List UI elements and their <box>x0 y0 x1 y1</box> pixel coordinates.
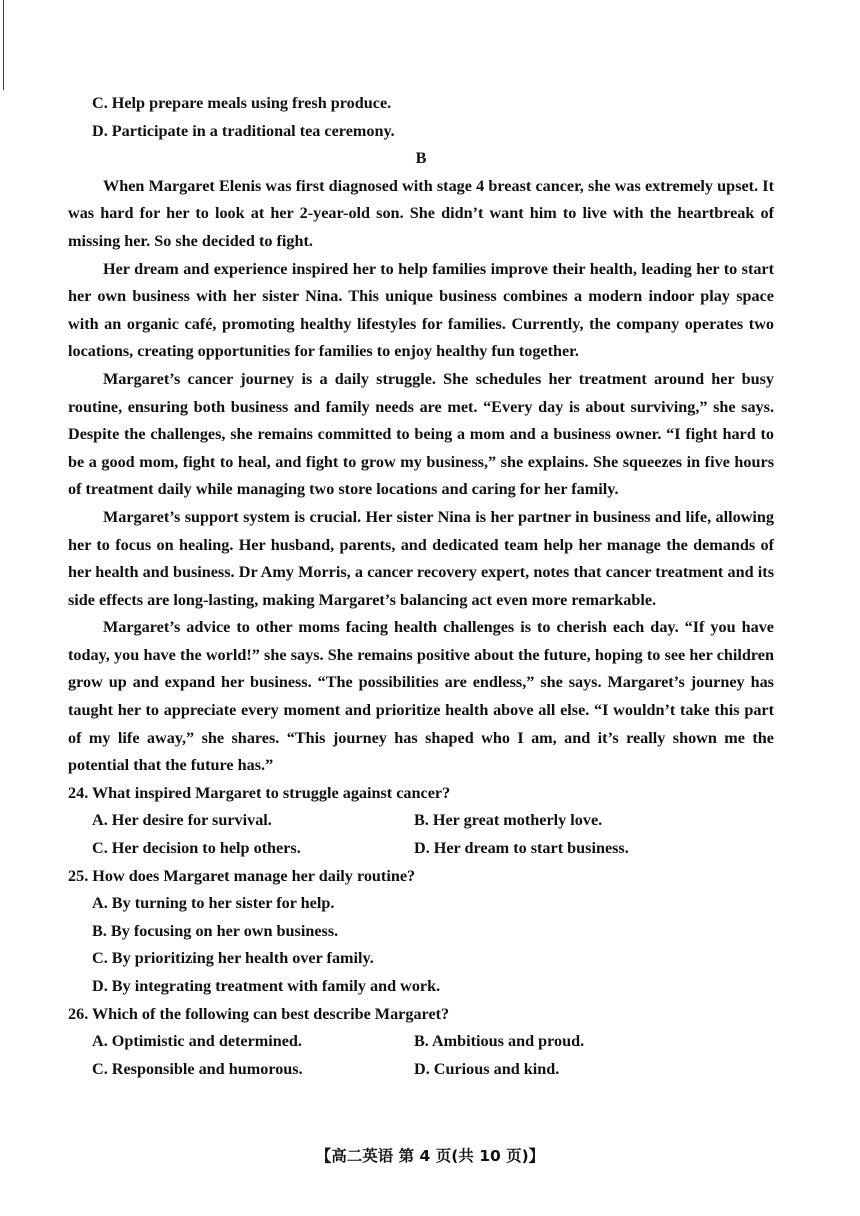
passage-paragraph-1: When Margaret Elenis was first diagnosed with stage 4 breast cancer, she was extremely upset. It was hard for her to look at her 2-year-old son. She didn’t want him to live with the heartbreak of missing her. So she decided to fight. <box>68 176 774 250</box>
option-a: A. Optimistic and determined. <box>92 1032 302 1051</box>
option-c: C. By prioritizing her health over family. <box>92 949 374 968</box>
question-stem: 26. Which of the following can best describe Margaret? <box>68 1004 450 1023</box>
passage-paragraph-2: Her dream and experience inspired her to help families improve their health, leading her to start her own business with her sister Nina. This unique business combines a modern indoor play space with an organic café, promoting healthy lifestyles for families. Currently, the company operates two locations, creating opportunities for families to enjoy healthy fun together. <box>68 259 774 361</box>
option-c: C. Responsible and humorous. <box>92 1059 303 1078</box>
option-c: C. Her decision to help others. <box>92 839 301 858</box>
option-d: D. Her dream to start business. <box>414 839 629 858</box>
prev-option-d: D. Participate in a traditional tea ceremony. <box>92 121 395 140</box>
passage-paragraph-4: Margaret’s support system is crucial. Her sister Nina is her partner in business and life, allowing her to focus on healing. Her husband, parents, and dedicated team help her manage the demands of her health and business. Dr Amy Morris, a cancer recovery expert, notes that cancer treatment and its side effects are long-lasting, making Margaret’s balancing act even more remarkable. <box>68 507 774 609</box>
question-24 <box>68 780 774 863</box>
passage-paragraph-3: Margaret’s cancer journey is a daily struggle. She schedules her treatment around her busy routine, ensuring both business and family needs are met. “Every day is about surviving,” she says. Despite the challenges, she remains committed to being a mom and a business owner. “I fight hard to be a good mom, fight to heal, and fight to grow my business,” she explains. She squeezes in five hours of treatment daily while managing two store locations and caring for her family. <box>68 369 774 499</box>
prev-option-c: C. Help prepare meals using fresh produce. <box>92 94 392 112</box>
question-26 <box>68 1001 774 1084</box>
option-b: B. By focusing on her own business. <box>92 921 339 940</box>
option-b: B. Ambitious and proud. <box>414 1032 585 1051</box>
passage-paragraph-5: Margaret’s advice to other moms facing health challenges is to cherish each day. “If you have today, you have the world!” she says. She remains positive about the future, hoping to see her children grow up and expand her business. “The possibilities are endless,” she says. Margaret’s journey has taught her to appreciate every moment and prioritize health above all else. “I wouldn’t take this part of my life away,” she shares. “This journey has shaped who I am, and it’s really shown me the potential that the future has.” <box>68 618 774 775</box>
margin-line <box>3 0 4 90</box>
page-footer: 【高二英语 第 4 页(共 10 页)】 <box>315 1147 545 1165</box>
option-d: D. Curious and kind. <box>414 1059 560 1078</box>
option-a: A. By turning to her sister for help. <box>92 894 335 913</box>
question-stem: 24. What inspired Margaret to struggle against cancer? <box>68 783 451 802</box>
section-title: B <box>415 149 427 168</box>
question-stem: 25. How does Margaret manage her daily routine? <box>68 866 416 885</box>
option-b: B. Her great motherly love. <box>414 811 603 830</box>
question-25 <box>68 863 774 1001</box>
option-a: A. Her desire for survival. <box>92 811 272 830</box>
passage <box>68 173 774 780</box>
option-d: D. By integrating treatment with family and work. <box>92 977 441 995</box>
page-content <box>68 90 774 1083</box>
